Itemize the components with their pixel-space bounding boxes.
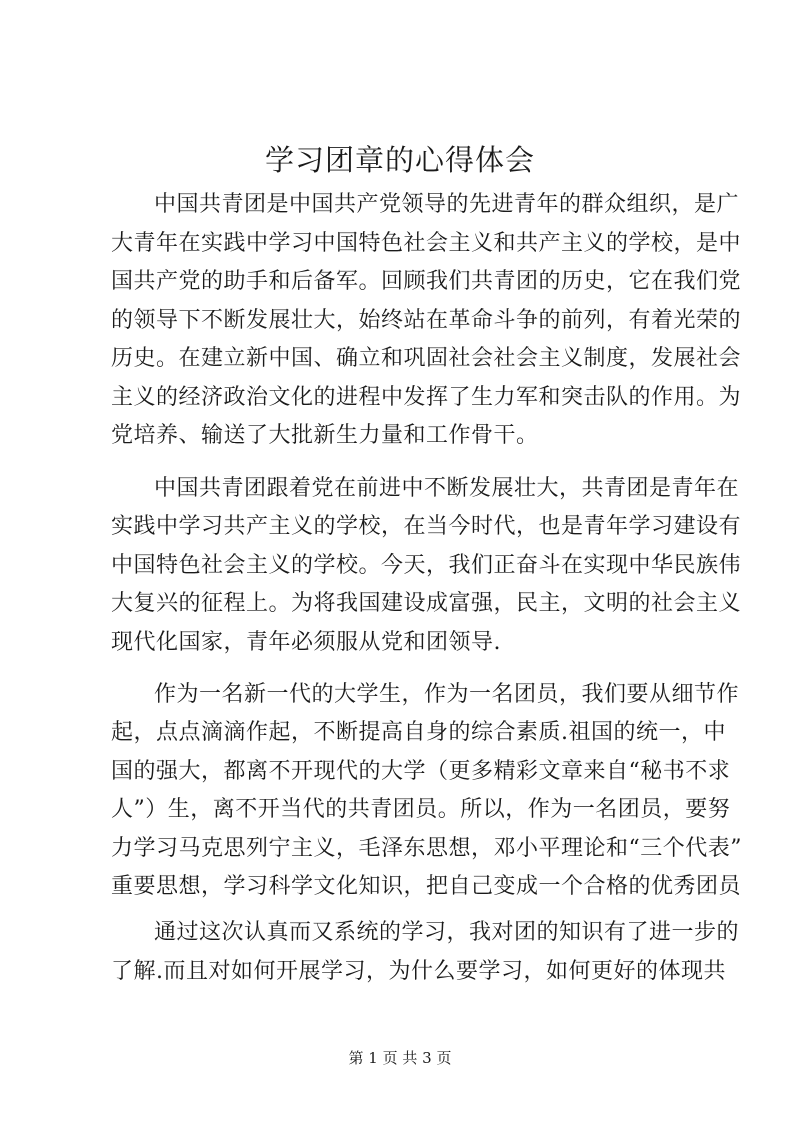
paragraph-line: 实践中学习共产主义的学校，在当今时代，也是青年学习建设有 <box>111 514 742 539</box>
page-indicator: 第 1 页 共 3 页 <box>348 1049 452 1067</box>
paragraph-line: 中国共青团是中国共产党领导的先进青年的群众组织，是广 <box>154 192 740 217</box>
paragraph-line: 大复兴的征程上。为将我国建设成富强，民主，文明的社会主义 <box>111 591 742 616</box>
paragraph-line: 中国共青团跟着党在前进中不断发展壮大，共青团是青年在 <box>154 476 740 501</box>
paragraph-line: 起，点点滴滴作起，不断提高自身的综合素质.祖国的统一，中 <box>111 720 726 745</box>
paragraph-line: 主义的经济政治文化的进程中发挥了生力军和突击队的作用。为 <box>111 385 742 410</box>
paragraph-line: 国共产党的助手和后备军。回顾我们共青团的历史，它在我们党 <box>111 269 742 294</box>
document-title: 学习团章的心得体会 <box>264 143 535 177</box>
paragraph-line: 重要思想，学习科学文化知识，把自己变成一个合格的优秀团员 <box>111 874 742 899</box>
paragraph-line: 党培养、输送了大批新生力量和工作骨干。 <box>111 423 539 448</box>
paragraph-line: 作为一名新一代的大学生，作为一名团员，我们要从细节作 <box>154 682 740 707</box>
paragraph-line: 中国特色社会主义的学校。今天，我们正奋斗在实现中华民族伟 <box>111 553 742 578</box>
paragraph-line: 国的强大，都离不开现代的大学（更多精彩文章来自“秘书不求 <box>111 759 731 784</box>
paragraph-line: 人”）生，离不开当代的共青团员。所以，作为一名团员，要努 <box>111 797 731 822</box>
paragraph-line: 的领导下不断发展壮大，始终站在革命斗争的前列，有着光荣的 <box>111 308 742 333</box>
paragraph-line: 大青年在实践中学习中国特色社会主义和共产主义的学校，是中 <box>111 231 742 256</box>
paragraph-line: 通过这次认真而又系统的学习，我对团的知识有了进一步的 <box>154 920 740 945</box>
paragraph-line: 历史。在建立新中国、确立和巩固社会社会主义制度，发展社会 <box>111 346 742 371</box>
paragraph-line: 现代化国家，青年必须服从党和团领导. <box>111 630 501 655</box>
paragraph-line: 力学习马克思列宁主义，毛泽东思想，邓小平理论和“三个代表” <box>111 836 742 861</box>
paragraph-line: 了解.而且对如何开展学习，为什么要学习，如何更好的体现共 <box>111 959 726 984</box>
